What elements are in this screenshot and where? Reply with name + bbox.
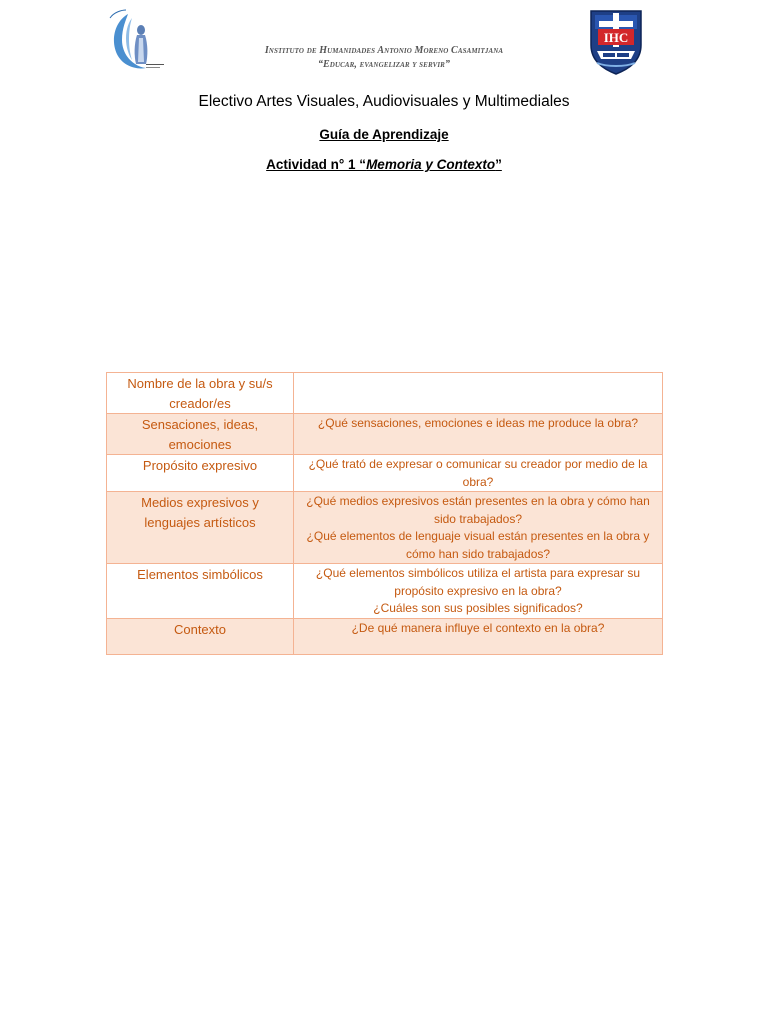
row-answer-cell — [294, 373, 663, 414]
table-row — [107, 618, 663, 654]
institute-name: Instituto de Humanidades Antonio Moreno Casamitjana — [264, 45, 504, 56]
document-title: Electivo Artes Visuales, Audiovisuales y Multimediales — [198, 93, 570, 110]
activity-name: Memoria y Contexto — [366, 157, 496, 172]
row-question-secondary: ¿Cuáles son sus posibles significados? — [373, 601, 583, 615]
activity-prefix: Actividad n° 1 “ — [266, 157, 367, 172]
row-question-group — [294, 564, 663, 619]
activity-suffix: ” — [495, 157, 502, 172]
activity-heading — [0, 156, 768, 174]
table-row — [107, 455, 663, 492]
svg-text:IHC: IHC — [603, 30, 629, 45]
row-question: ¿Qué elementos simbólicos utiliza el artista para expresar su propósito expresivo en la obra? — [315, 566, 641, 598]
row-label: Contexto — [107, 618, 294, 654]
row-label: Propósito expresivo — [107, 455, 294, 492]
row-label: Sensaciones, ideas, emociones — [107, 414, 294, 455]
document-subtitle: Guía de Aprendizaje — [319, 127, 449, 142]
row-question-secondary: ¿Qué elementos de lenguaje visual están presentes en la obra y cómo han sido trabajados? — [306, 529, 650, 561]
activity-table — [106, 372, 663, 655]
table-row — [107, 492, 663, 564]
row-question: ¿De qué manera influye el contexto en la obra? — [294, 618, 663, 654]
row-question: ¿Qué medios expresivos están presentes en la obra y cómo han sido trabajados? — [306, 494, 650, 526]
row-label: Nombre de la obra y su/s creador/es — [107, 373, 294, 414]
virgin-mary-logo-icon — [106, 8, 168, 74]
institute-motto: “Educar, evangelizar y servir” — [317, 59, 451, 70]
row-label: Medios expresivos y lenguajes artísticos — [107, 492, 294, 564]
row-question: ¿Qué trató de expresar o comunicar su creador por medio de la obra? — [294, 455, 663, 492]
table-row — [107, 564, 663, 619]
institute-header — [200, 44, 568, 72]
table-row — [107, 414, 663, 455]
table-row — [107, 373, 663, 414]
row-question-group — [294, 492, 663, 564]
row-question: ¿Qué sensaciones, emociones e ideas me produce la obra? — [294, 414, 663, 455]
row-label: Elementos simbólicos — [107, 564, 294, 619]
ihc-shield-logo-icon — [589, 9, 643, 75]
